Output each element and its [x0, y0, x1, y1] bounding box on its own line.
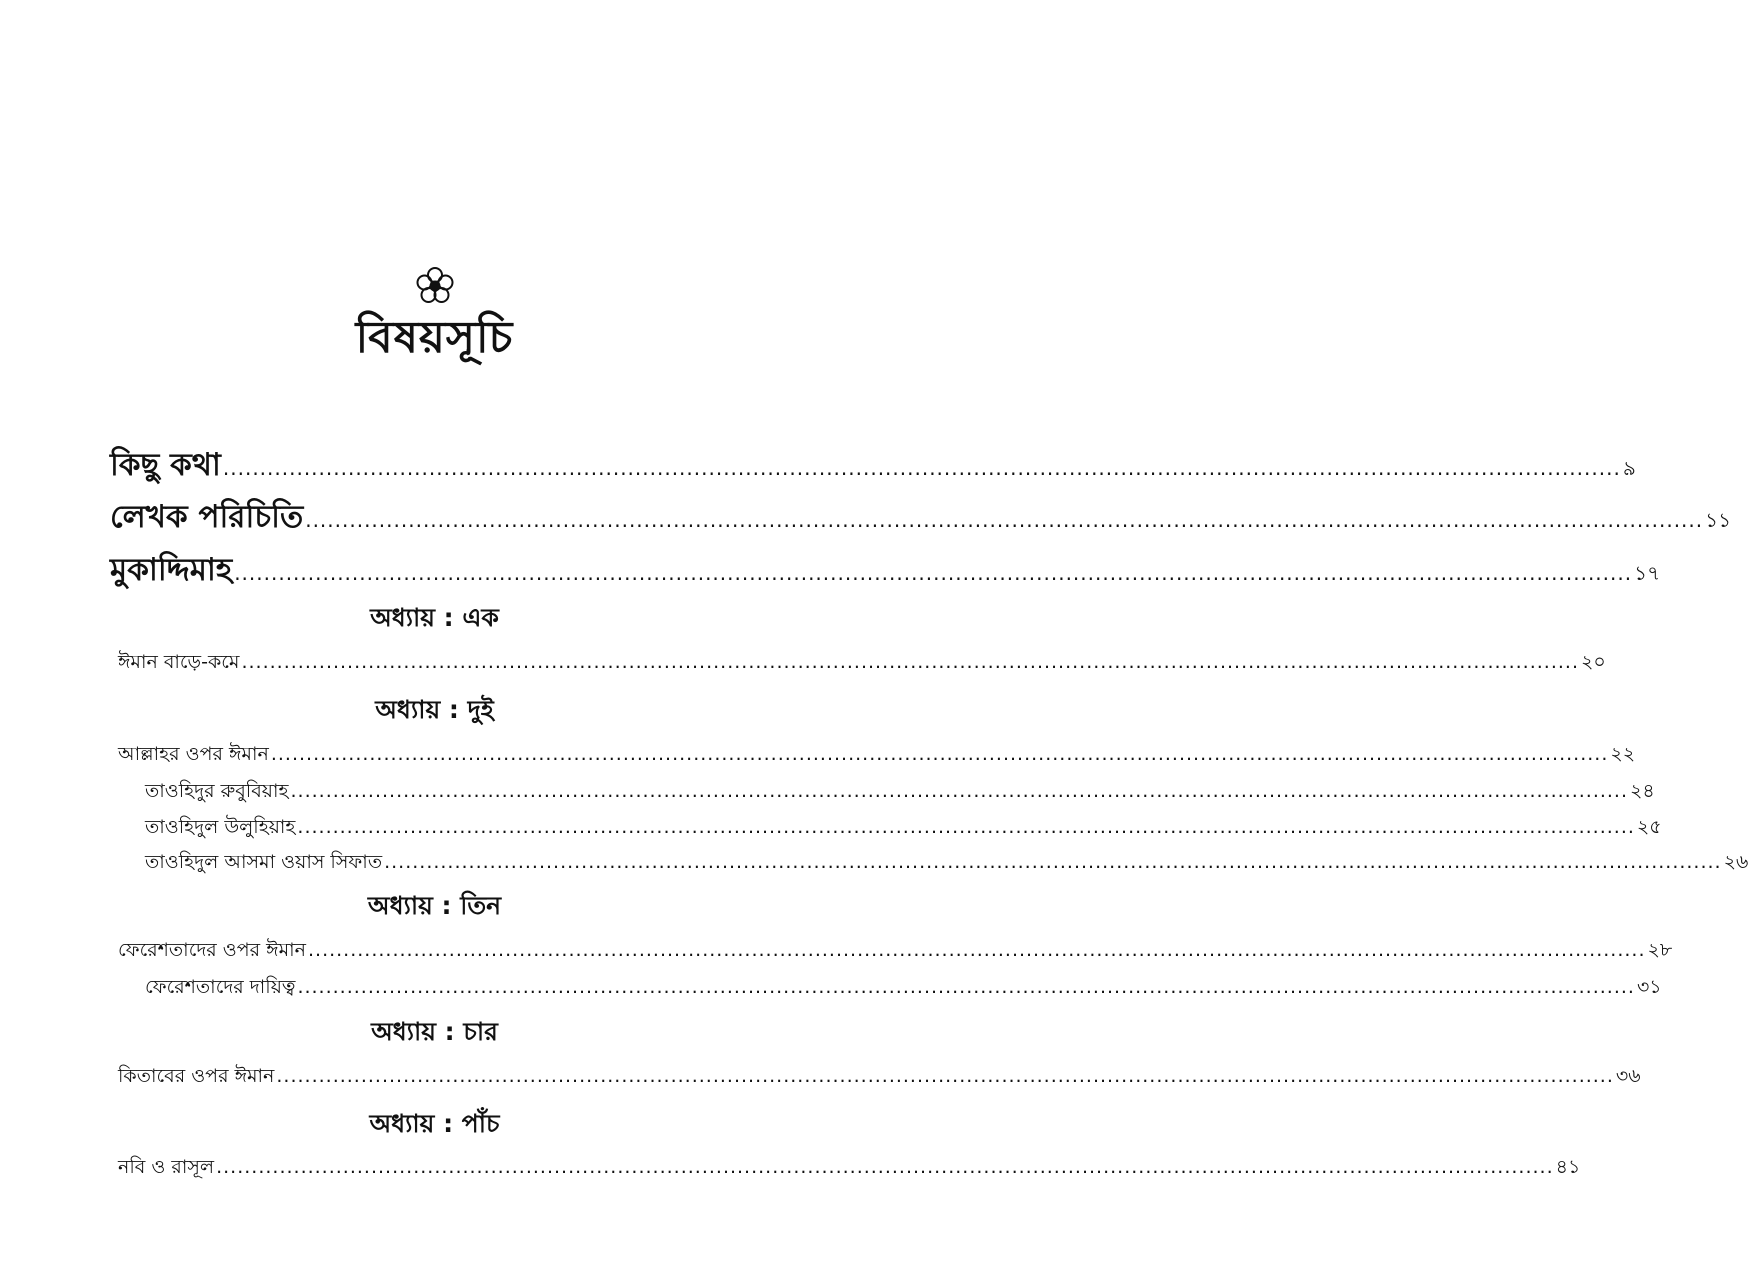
toc-entry[interactable]	[118, 739, 1636, 769]
toc-entry[interactable]	[145, 812, 1662, 842]
toc-entry-page: ২৬	[1723, 851, 1748, 873]
dot-leader: ..............................................................................................................................................................................................	[270, 743, 1609, 765]
chapter-heading: অধ্যায় : এক	[370, 603, 499, 632]
toc-entry-page: ১১	[1705, 508, 1732, 532]
page-title: বিষয়সূচি	[355, 312, 514, 363]
dot-leader: ..............................................................................................................................................................................................	[222, 456, 1621, 480]
toc-entry[interactable]	[145, 776, 1655, 806]
toc-entry-title: কিতাবের ওপর ঈমান	[118, 1065, 275, 1087]
toc-entry[interactable]	[118, 647, 1606, 677]
toc-entry-title: তাওহিদুল আসমা ওয়াস সিফাত	[145, 851, 383, 873]
toc-entry[interactable]	[118, 1152, 1581, 1182]
chapter-heading: অধ্যায় : চার	[371, 1017, 498, 1046]
chapter-heading: অধ্যায় : পাঁচ	[369, 1109, 500, 1138]
toc-entry[interactable]	[110, 547, 1661, 593]
toc-entry-title: ফেরেশতাদের ওপর ঈমান	[118, 939, 306, 961]
dot-leader: ..............................................................................................................................................................................................	[384, 851, 1722, 873]
toc-entry-title: কিছু কথা	[110, 447, 221, 483]
dot-leader: ..............................................................................................................................................................................................	[297, 976, 1635, 998]
dot-leader: ..............................................................................................................................................................................................	[241, 651, 1579, 673]
toc-entry-page: ২৫	[1636, 816, 1662, 838]
toc-entry-page: ৩৬	[1615, 1065, 1641, 1087]
toc-entry-page: ৪১	[1555, 1156, 1581, 1178]
chapter-heading: অধ্যায় : তিন	[367, 891, 502, 920]
toc-entry[interactable]	[110, 494, 1732, 540]
dot-leader: ..............................................................................................................................................................................................	[216, 1156, 1554, 1178]
toc-entry-title: ঈমান বাড়ে-কমে	[118, 651, 240, 673]
flower-icon	[415, 266, 455, 306]
toc-entry[interactable]	[145, 972, 1662, 1002]
toc-entry-title: তাওহিদুর রুবুবিয়াহ	[145, 780, 289, 802]
dot-leader: ..............................................................................................................................................................................................	[307, 939, 1646, 961]
toc-entry-title: মুকাদ্দিমাহ	[110, 552, 233, 588]
toc-entry-page: ৯	[1622, 456, 1636, 480]
toc-entry-title: আল্লাহর ওপর ঈমান	[118, 743, 269, 765]
toc-entry-title: নবি ও রাসূল	[118, 1156, 215, 1178]
toc-entry[interactable]	[145, 847, 1748, 877]
dot-leader: ..............................................................................................................................................................................................	[290, 780, 1629, 802]
toc-entry-page: ২০	[1580, 651, 1606, 673]
dot-leader: ..............................................................................................................................................................................................	[305, 508, 1704, 532]
toc-entry-page: ২২	[1610, 743, 1636, 765]
toc-entry-page: ২৮	[1647, 939, 1673, 961]
chapter-heading: অধ্যায় : দুই	[375, 695, 494, 724]
toc-entry[interactable]	[110, 442, 1636, 488]
dot-leader: ..............................................................................................................................................................................................	[234, 561, 1633, 585]
toc-entry-title: ফেরেশতাদের দায়িত্ব	[145, 976, 296, 998]
toc-entry[interactable]	[118, 935, 1673, 965]
toc-entry-page: ২৪	[1630, 780, 1655, 802]
dot-leader: ..............................................................................................................................................................................................	[297, 816, 1635, 838]
toc-entry[interactable]	[118, 1061, 1641, 1091]
dot-leader: ..............................................................................................................................................................................................	[276, 1065, 1614, 1087]
toc-entry-page: ৩১	[1636, 976, 1662, 998]
toc-entry-title: লেখক পরিচিতি	[110, 499, 304, 535]
toc-entry-page: ১৭	[1634, 561, 1661, 585]
toc-entry-title: তাওহিদুল উলুহিয়াহ	[145, 816, 296, 838]
